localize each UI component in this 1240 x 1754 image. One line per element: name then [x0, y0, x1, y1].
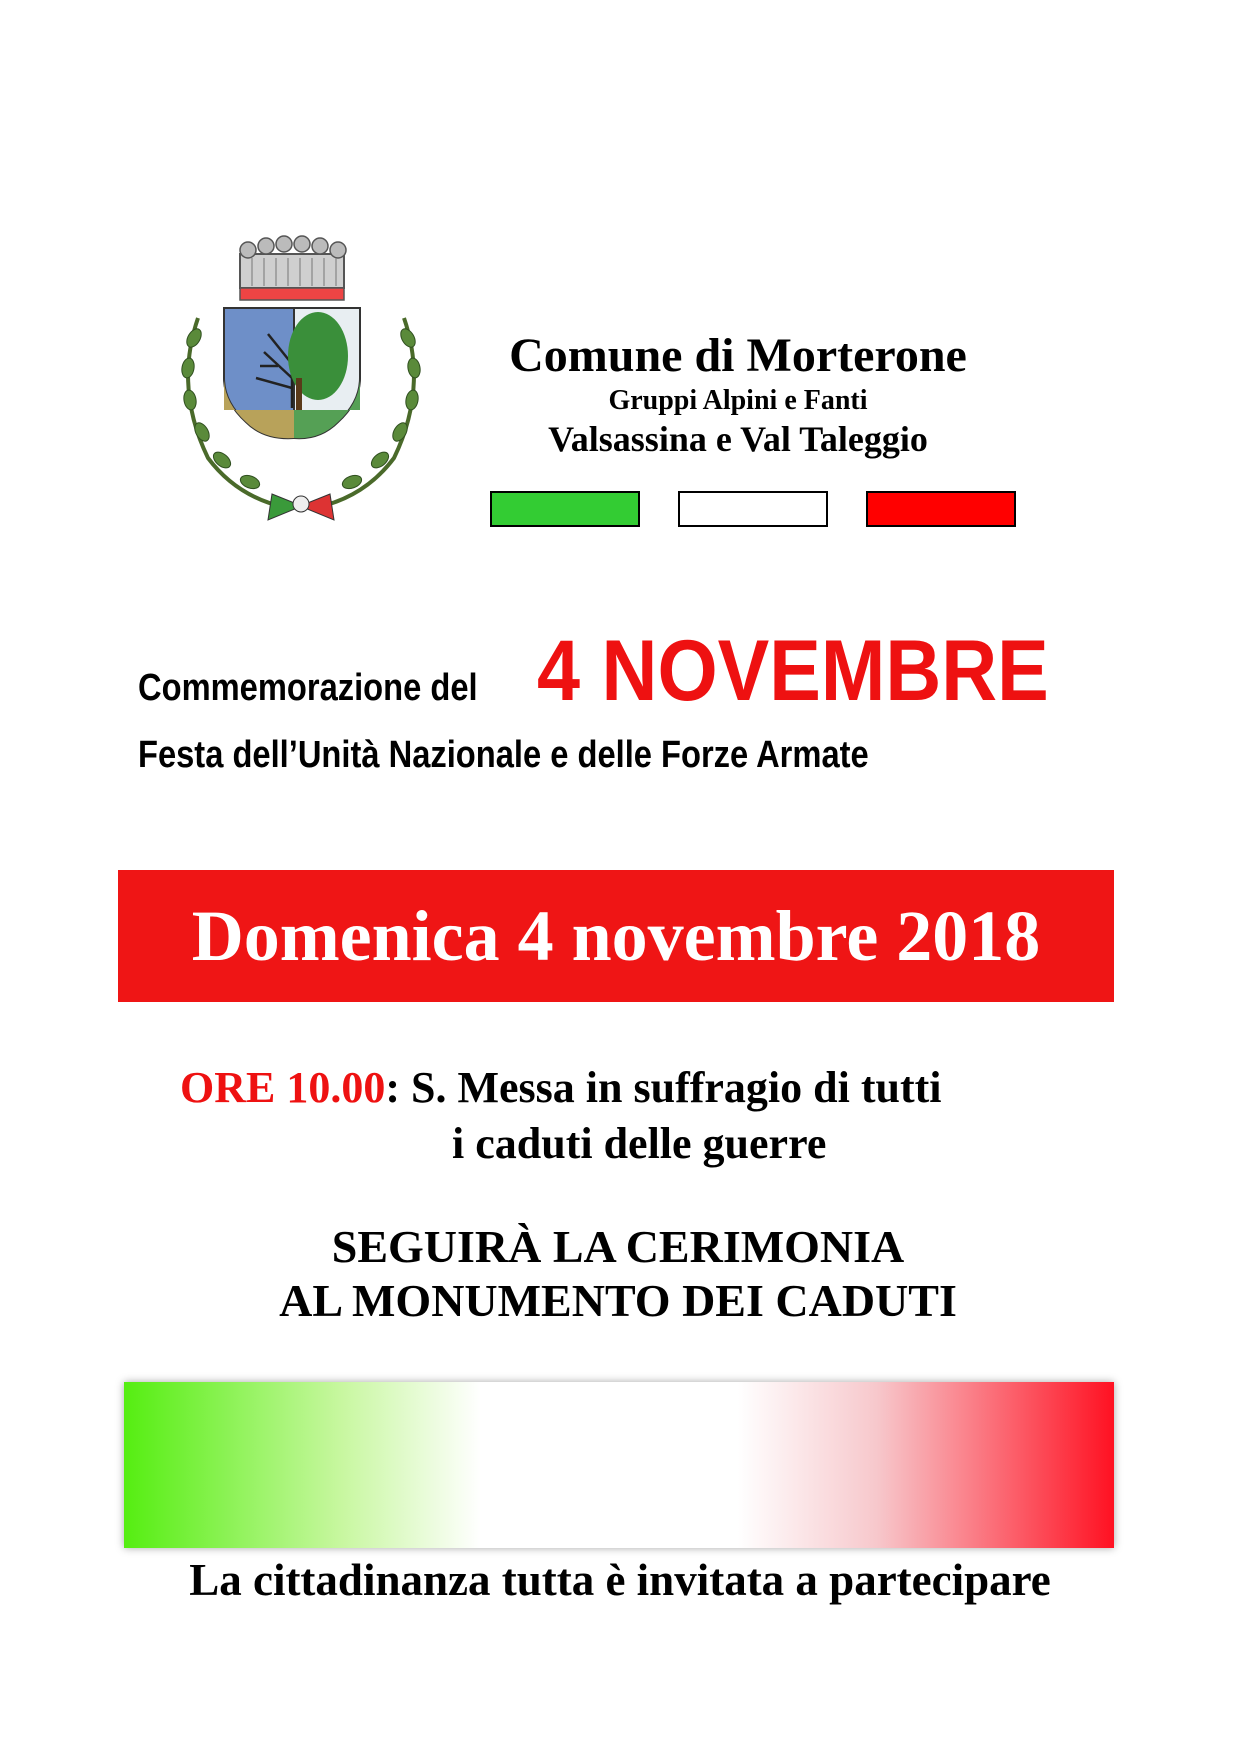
ceremony-line-1: SEGUIRÀ LA CERIMONIA	[331, 1221, 905, 1272]
ceremony-line-2: AL MONUMENTO DEI CADUTI	[279, 1275, 957, 1326]
event-date: Domenica 4 novembre 2018	[191, 895, 1041, 976]
ribbon-icon	[268, 494, 334, 520]
schedule-desc-line1: S. Messa in suffragio di tutti	[400, 1063, 942, 1112]
crown-icon	[240, 236, 346, 300]
schedule-time: ORE 10.00	[180, 1063, 386, 1112]
coat-of-arms-icon	[168, 228, 434, 524]
festa-subtitle: Festa dell’Unità Nazionale e delle Forze Armate	[138, 734, 869, 776]
commemoration-date: 4 NOVEMBRE	[536, 623, 1049, 719]
flag-red-box	[866, 491, 1016, 527]
schedule-separator: :	[385, 1063, 401, 1112]
comune-title: Comune di Morterone	[509, 329, 967, 382]
invitation-footer: La cittadinanza tutta è invitata a partecipare	[189, 1555, 1051, 1605]
schedule-desc-line2: i caduti delle guerre	[452, 1119, 827, 1168]
gruppi-subtitle: Gruppi Alpini e Fanti	[608, 385, 868, 416]
flag-white-box	[678, 491, 828, 527]
valle-subtitle: Valsassina e Val Taleggio	[548, 419, 928, 459]
commemoration-prefix: Commemorazione del	[138, 667, 478, 709]
tricolor-gradient-bar	[124, 1382, 1114, 1548]
header-block	[468, 328, 1008, 460]
shield-icon	[224, 308, 360, 438]
flag-green-box	[490, 491, 640, 527]
schedule-line-1	[180, 1062, 942, 1114]
ceremony-notice	[120, 1220, 1116, 1328]
date-banner	[118, 870, 1114, 1002]
commemoration-heading	[138, 623, 1106, 719]
